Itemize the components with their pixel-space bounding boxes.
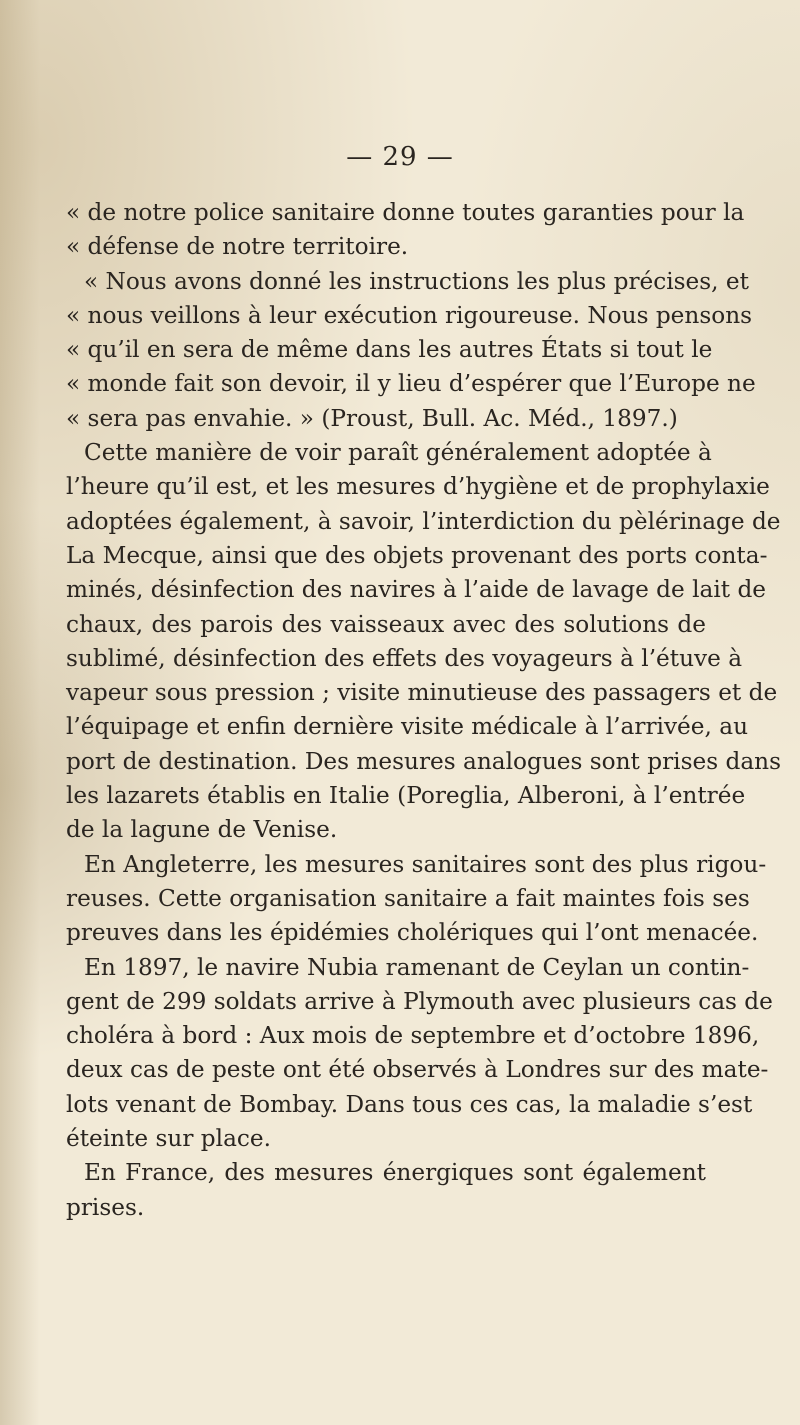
text-line: port de destination. Des mesures analogues sont prises dans [66,747,781,775]
text-line: « qu’il en sera de même dans les autres États si tout le [66,336,713,364]
text-line: gent de 299 soldats arrive à Plymouth avec plusieurs cas de [66,987,773,1015]
text-line: lots venant de Bombay. Dans tous ces cas, la maladie s’est [66,1090,753,1118]
text-line: En 1897, le navire Nubia ramenant de Ceylan un contin- [84,953,750,981]
text-line: « nous veillons à leur exécution rigoureuse. Nous pensons [66,301,753,329]
text-line: « monde fait son devoir, il y lieu d’espérer que l’Europe ne [66,370,756,398]
text-line: de la lagune de Venise. [66,816,338,844]
text-line: les lazarets établis en Italie (Poreglia, Alberoni, à l’entrée [66,782,746,810]
text-line: minés, désinfection des navires à l’aide de lavage de lait de [66,576,767,604]
text-line: adoptées également, à savoir, l’interdiction du pèlérinage de [66,507,781,535]
text-line: En Angleterre, les mesures sanitaires sont des plus rigou- [84,850,767,878]
text-line: « de notre police sanitaire donne toutes garanties pour la [66,199,745,226]
text-line: l’heure qu’il est, et les mesures d’hygiène et de prophylaxie [66,473,770,501]
text-line: l’équipage et enfin dernière visite médicale à l’arrivée, au [66,713,749,741]
text-line: En France, des mesures énergiques sont également [84,1159,706,1187]
text-line: prises. [66,1193,145,1221]
text-line: chaux, des parois des vaisseaux avec des solutions de [66,610,706,638]
text-line: éteinte sur place. [66,1125,271,1153]
text-line: Cette manière de voir paraît généralement adoptée à [84,439,712,467]
text-line: preuves dans les épidémies cholériques qui l’ont menacée. [66,919,759,947]
text-line: « défense de notre territoire. [66,233,409,261]
text-line: reuses. Cette organisation sanitaire a fait maintes fois ses [66,884,750,912]
page-number: — 29 — [346,142,454,172]
text-line: vapeur sous pression ; visite minutieuse des passagers et de [66,679,778,707]
text-line: choléra à bord : Aux mois de septembre et d’octobre 1896, [66,1022,760,1050]
body-text [66,196,781,1225]
text-line: La Mecque, ainsi que des objets provenant des ports conta- [66,541,768,569]
text-line: « Nous avons donné les instructions les plus précises, et [84,267,749,295]
text-line: sublimé, désinfection des effets des voyageurs à l’étuve à [66,644,743,672]
text-line: deux cas de peste ont été observés à Londres sur des mate- [66,1056,769,1084]
text-line: « sera pas envahie. » (Proust, Bull. Ac. Méd., 1897.) [66,404,678,432]
